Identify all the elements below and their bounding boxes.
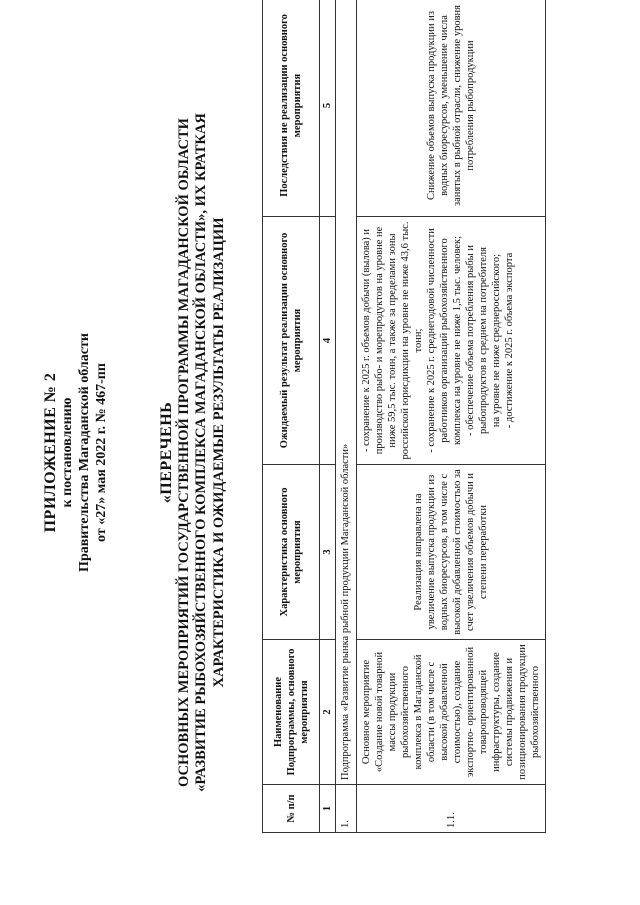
header-num: № п/п	[263, 785, 320, 833]
measures-table	[262, 0, 546, 833]
row-number: 1.1.	[357, 785, 546, 833]
table-row	[357, 0, 546, 833]
appendix-line-3: от «27» мая 2022 г. № 467-пп	[94, 363, 109, 542]
heading-line-2: ОСНОВНЫХ МЕРОПРИЯТИЙ ГОСУДАРСТВЕННОЙ ПРОГРАММЫ МАГАДАНСКОЙ ОБЛАСТИ	[175, 118, 192, 787]
result-item: - достижение к 2025 г. объема экспорта	[504, 252, 515, 429]
header-result: Ожидаемый результат реализации основного мероприятия	[263, 217, 320, 465]
column-number: 3	[320, 465, 336, 640]
measures-table-container	[262, 0, 637, 833]
subprogram-title: Подпрограмма «Развитие рынка рыбной продукции Магаданской области»	[336, 0, 357, 785]
heading-line-3: «РАЗВИТИЕ РЫБОХОЗЯЙСТВЕННОГО КОМПЛЕКСА МАГАДАНСКОЙ ОБЛАСТИ», ИХ КРАТКАЯ	[193, 113, 209, 792]
header-characteristic: Характеристика основного мероприятия	[263, 465, 320, 640]
header-name: Наименование Подпрограммы, основного мероприятия	[263, 640, 320, 785]
result-item: на уровне не ниже среднероссийского;	[491, 253, 502, 428]
row-characteristic: Реализация направлена на увеличение выпуска продукции из водных биоресурсов, в том числе с высокой добавленной стоимостью за счет увеличения объемов добычи и степени переработки	[357, 465, 546, 640]
heading-line-1: «ПЕРЕЧЕНЬ	[158, 401, 175, 504]
row-expected-results	[357, 217, 546, 465]
appendix-line-2: Правительства Магаданской области	[77, 333, 92, 572]
subprogram-number: 1.	[336, 785, 357, 833]
result-item: - сохранение к 2025 г. среднегодовой численности работников организаций рыбохозяйственного комплекса на уровне не ниже 1,5 тыс. человек;	[426, 228, 463, 453]
appendix-title: ПРИЛОЖЕНИЕ № 2	[42, 372, 59, 533]
subprogram-row	[336, 0, 357, 833]
column-number: 5	[320, 0, 336, 217]
column-number-row	[320, 0, 336, 833]
column-number: 1	[320, 785, 336, 833]
heading-line-4: ХАРАКТЕРИСТИКА И ОЖИДАЕМЫЕ РЕЗУЛЬТАТЫ РЕАЛИЗАЦИИ	[210, 217, 227, 688]
row-measure-name: Основное мероприятие «Создание новой товарной массы продукции рыбохозяйственного комплекса в Магаданской области (в том числе с высокой добавленной стоимостью), создание экспортно- ориентированной товаропроводящей инфраструктуры, создание системы продвижения и позиционирования продукции рыбохозяйственного	[357, 640, 546, 785]
appendix-block	[42, 0, 110, 905]
result-item: - обеспечение объема потребления рыбы и рыбопродуктов в среднем на потребителя	[465, 245, 489, 436]
row-consequences: Снижение объемов выпуска продукции из водных биоресурсов, уменьшение числа занятых в рыбной отрасли, снижение уровня потребления рыбопродукции	[357, 0, 546, 217]
appendix-line-1: к постановлению	[60, 397, 75, 508]
result-item: - сохранение к 2025 г. объемов добычи (вылова) и производство рыбо- и морепродуктов на уровне не ниже 59,5 тыс. тонн, а также за пределами зоны российской юрисдикции на уровне не ниже 43,6 тыс. тонн;	[361, 221, 424, 460]
header-consequences: Последствия не реализации основного мероприятия	[263, 0, 320, 217]
document-heading	[158, 0, 228, 905]
column-number: 2	[320, 640, 336, 785]
column-number: 4	[320, 217, 336, 465]
table-header-row	[263, 0, 320, 833]
